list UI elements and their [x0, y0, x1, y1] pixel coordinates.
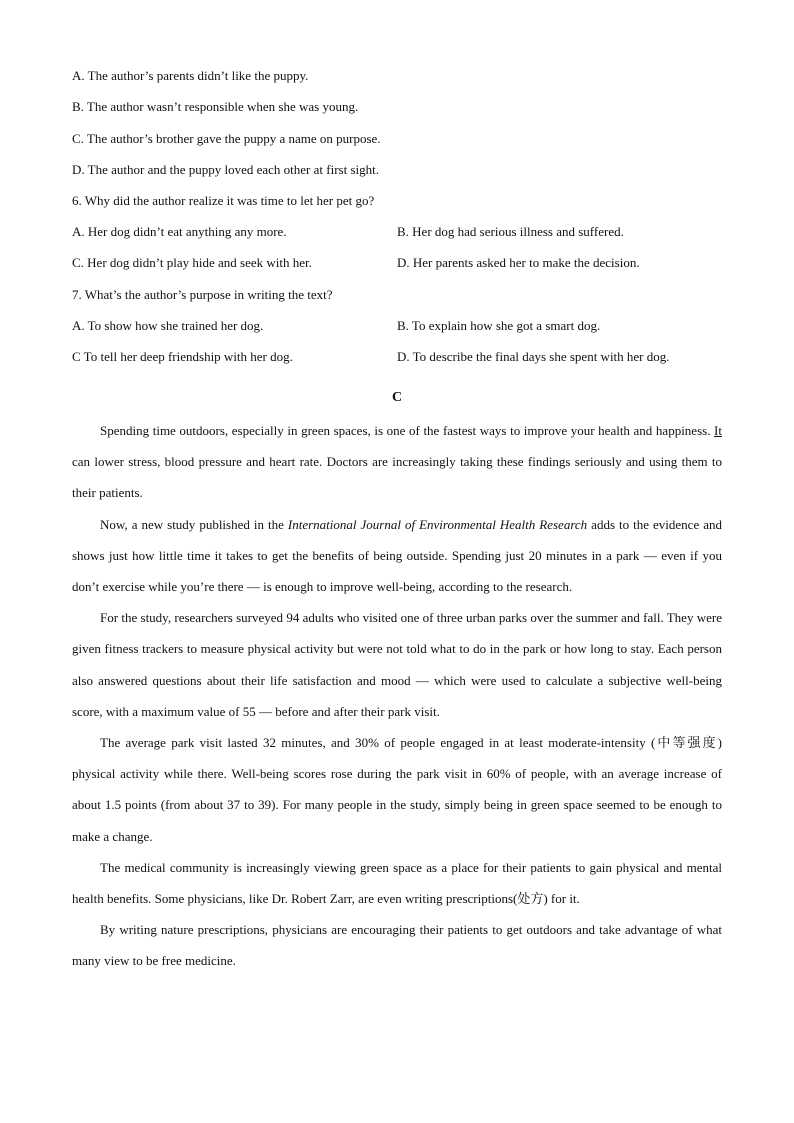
section-heading: C	[391, 390, 403, 405]
q7-option-d: D. To describe the final days she spent with her dog.	[397, 349, 670, 364]
passage	[72, 415, 722, 977]
q7-stem: 7. What’s the author’s purpose in writing the text?	[72, 287, 333, 302]
q6-option-a: A. Her dog didn’t eat anything any more.	[72, 224, 287, 239]
q5-option-d: D. The author and the puppy loved each other at first sight.	[72, 162, 379, 177]
q7-option-a: A. To show how she trained her dog.	[72, 318, 264, 333]
underlined-it: It	[714, 423, 722, 438]
paragraph-6: By writing nature prescriptions, physicians are encouraging their patients to get outdoors and take advantage of what many view to be free medicine.	[72, 922, 722, 969]
q6-option-b: B. Her dog had serious illness and suffered.	[397, 224, 624, 239]
q7-option-c: C To tell her deep friendship with her dog.	[72, 349, 293, 364]
q5-option-c: C. The author’s brother gave the puppy a name on purpose.	[72, 131, 381, 146]
paragraph-4: The average park visit lasted 32 minutes, and 30% of people engaged in at least moderate-intensity (中等强度) physical activity while there. Well-being scores rose during the park visit in 60% of people, with an average increase of about 1.5 points (from about 37 to 39). For many people in the study, simply being in green space seemed to be enough to make a change.	[72, 735, 722, 844]
paragraph-1: Spending time outdoors, especially in green spaces, is one of the fastest ways to improve your health and happiness. It can lower stress, blood pressure and heart rate. Doctors are increasingly taking these findings seriously and using them to their patients.	[72, 423, 722, 501]
q6-stem: 6. Why did the author realize it was time to let her pet go?	[72, 193, 375, 208]
q6-option-d: D. Her parents asked her to make the decision.	[397, 255, 640, 270]
q7-option-b: B. To explain how she got a smart dog.	[397, 318, 601, 333]
journal-title: International Journal of Environmental Health Research	[287, 516, 588, 532]
q5-option-a: A. The author’s parents didn’t like the puppy.	[72, 68, 309, 83]
q5-option-b: B. The author wasn’t responsible when she was young.	[72, 99, 359, 114]
paragraph-3: For the study, researchers surveyed 94 adults who visited one of three urban parks over the summer and fall. They were given fitness trackers to measure physical activity but were not told what to do in the park or how long to stay. Each person also answered questions about their life satisfaction and mood — which were used to calculate a subjective well-being score, with a maximum value of 55 — before and after their park visit.	[72, 610, 722, 719]
paragraph-2: Now, a new study published in the International Journal of Environmental Health Research adds to the evidence and shows just how little time it takes to get the benefits of being outside. Spending just 20 minutes in a park — even if you don’t exercise while you’re there — is enough to improve well-being, according to the research.	[72, 516, 723, 595]
q6-option-c: C. Her dog didn’t play hide and seek with her.	[72, 255, 312, 270]
paragraph-5: The medical community is increasingly viewing green space as a place for their patients to gain physical and mental health benefits. Some physicians, like Dr. Robert Zarr, are even writing prescriptions(处方) for it.	[72, 859, 722, 907]
